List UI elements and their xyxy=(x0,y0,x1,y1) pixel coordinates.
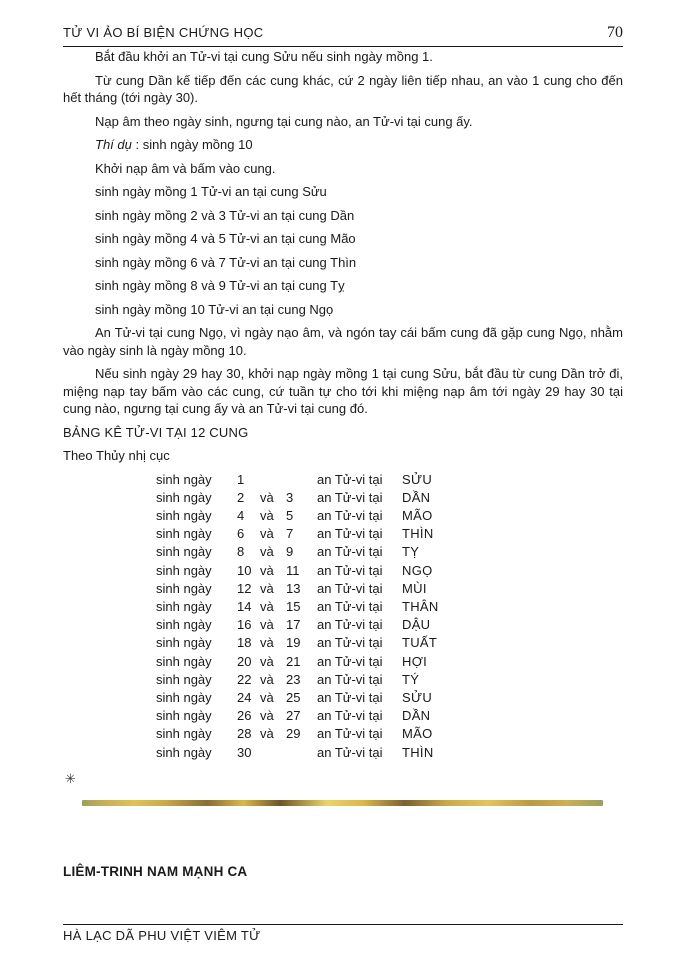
cell-sinh-ngay: sinh ngày xyxy=(156,489,212,505)
footnote-star-icon: ✳ xyxy=(65,770,76,786)
cell-an-tuvi-tai: an Tử-vi tại xyxy=(317,653,383,669)
cell-cung: DẦN xyxy=(402,489,431,505)
cell-day2: 5 xyxy=(286,507,294,523)
cell-conjunction: và xyxy=(260,526,274,542)
cell-sinh-ngay: sinh ngày xyxy=(156,580,212,596)
cell-sinh-ngay: sinh ngày xyxy=(156,598,212,614)
cell-day2 xyxy=(282,744,317,762)
footer-credit: HÀ LẠC DÃ PHU VIỆT VIÊM TỬ xyxy=(63,928,261,943)
cell-day1: 16 xyxy=(237,617,252,633)
example-line: sinh ngày mồng 1 Tử-vi an tại cung Sửu xyxy=(95,184,327,199)
tuvi-12-cung-table xyxy=(156,471,623,762)
table-subtitle: Theo Thủy nhị cục xyxy=(63,448,170,463)
table-title: BẢNG KÊ TỬ-VI TẠI 12 CUNG xyxy=(63,424,249,440)
cell-conjunction: và xyxy=(260,489,274,505)
table-row xyxy=(156,598,623,616)
cell-sinh-ngay: sinh ngày xyxy=(156,471,212,487)
cell-conjunction xyxy=(260,744,282,762)
cell-an-tuvi-tai: an Tử-vi tại xyxy=(317,580,383,596)
table-row xyxy=(156,489,623,507)
paragraph-khoi-nap: Khởi nạp âm và bấm vào cung. xyxy=(95,160,276,176)
table-row xyxy=(156,725,623,743)
cell-conjunction: và xyxy=(260,635,274,651)
cell-an-tuvi-tai: an Tử-vi tại xyxy=(317,708,383,724)
table-row xyxy=(156,634,623,652)
cell-conjunction xyxy=(260,471,282,489)
cell-day2: 7 xyxy=(286,526,294,542)
cell-sinh-ngay: sinh ngày xyxy=(156,544,212,560)
cell-cung: DẬU xyxy=(402,617,431,633)
cell-conjunction: và xyxy=(260,617,274,633)
cell-day1: 22 xyxy=(237,671,252,687)
cell-day1: 6 xyxy=(237,526,245,542)
table-row xyxy=(156,562,623,580)
cell-conjunction: và xyxy=(260,562,274,578)
table-row xyxy=(156,471,623,489)
table-row xyxy=(156,653,623,671)
cell-cung: THÂN xyxy=(402,598,439,614)
example-line: sinh ngày mồng 2 và 3 Tử-vi an tại cung Dần xyxy=(95,207,355,223)
cell-an-tuvi-tai: an Tử-vi tại xyxy=(317,526,383,542)
paragraph-start-rule: Bắt đầu khởi an Tử-vi tại cung Sửu nếu sinh ngày mồng 1. xyxy=(95,49,433,64)
cell-day1: 10 xyxy=(237,562,252,578)
cell-conjunction: và xyxy=(260,671,274,687)
cell-day1: 30 xyxy=(237,744,252,760)
page-footer xyxy=(63,924,623,943)
cell-cung: MÙI xyxy=(402,580,427,596)
cell-sinh-ngay: sinh ngày xyxy=(156,635,212,651)
cell-conjunction: và xyxy=(260,544,274,560)
cell-day1: 18 xyxy=(237,635,252,651)
cell-day1: 4 xyxy=(237,507,245,523)
cell-day1: 24 xyxy=(237,689,252,705)
cell-sinh-ngay: sinh ngày xyxy=(156,726,212,742)
cell-conjunction: và xyxy=(260,580,274,596)
cell-conjunction: và xyxy=(260,689,274,705)
table-row xyxy=(156,744,623,762)
cell-an-tuvi-tai: an Tử-vi tại xyxy=(317,471,383,487)
cell-day1: 14 xyxy=(237,598,252,614)
cell-cung: THÌN xyxy=(402,526,434,542)
cell-cung: NGỌ xyxy=(402,562,433,578)
cell-conjunction: và xyxy=(260,708,274,724)
example-line: sinh ngày mồng 6 và 7 Tử-vi an tại cung Thìn xyxy=(95,254,357,270)
cell-day2: 27 xyxy=(286,708,301,724)
table-row xyxy=(156,507,623,525)
cell-cung: SỬU xyxy=(402,689,433,705)
table-row xyxy=(156,689,623,707)
running-header-title: TỬ VI ẢO BÍ BIỆN CHỨNG HỌC xyxy=(63,25,264,40)
cell-sinh-ngay: sinh ngày xyxy=(156,744,212,760)
cell-day2: 15 xyxy=(286,598,301,614)
cell-day1: 1 xyxy=(237,471,245,487)
cell-an-tuvi-tai: an Tử-vi tại xyxy=(317,671,383,687)
cell-day1: 28 xyxy=(237,726,252,742)
cell-an-tuvi-tai: an Tử-vi tại xyxy=(317,507,383,523)
table-row xyxy=(156,543,623,561)
table-row xyxy=(156,671,623,689)
cell-cung: SỬU xyxy=(402,471,433,487)
table-row xyxy=(156,525,623,543)
cell-day2: 11 xyxy=(286,562,300,578)
cell-day2: 29 xyxy=(286,726,301,742)
cell-day2: 3 xyxy=(286,489,294,505)
cell-an-tuvi-tai: an Tử-vi tại xyxy=(317,726,383,742)
example-line: sinh ngày mồng 10 Tử-vi an tại cung Ngọ xyxy=(95,301,334,317)
cell-sinh-ngay: sinh ngày xyxy=(156,708,212,724)
cell-day2: 17 xyxy=(286,617,301,633)
cell-day2: 25 xyxy=(286,689,301,705)
cell-conjunction: và xyxy=(260,598,274,614)
example-line: sinh ngày mồng 4 và 5 Tử-vi an tại cung Mão xyxy=(95,231,356,246)
cell-day2 xyxy=(282,471,317,489)
cell-conjunction: và xyxy=(260,726,274,742)
example-label-italic: Thí dụ xyxy=(95,137,132,152)
cell-cung: MÃO xyxy=(402,726,433,742)
cell-day2: 9 xyxy=(286,544,294,560)
paragraph-cung-sequence: Từ cung Dần kế tiếp đến các cung khác, cứ 2 ngày liên tiếp nhau, an vào 1 cung cho đến hết tháng (tới ngày 30). xyxy=(63,72,623,105)
page-number: 70 xyxy=(607,24,623,41)
cell-sinh-ngay: sinh ngày xyxy=(156,671,212,687)
cell-sinh-ngay: sinh ngày xyxy=(156,689,212,705)
cell-conjunction: và xyxy=(260,653,274,669)
cell-an-tuvi-tai: an Tử-vi tại xyxy=(317,489,383,505)
cell-sinh-ngay: sinh ngày xyxy=(156,526,212,542)
table-row xyxy=(156,616,623,634)
cell-an-tuvi-tai: an Tử-vi tại xyxy=(317,635,383,651)
cell-an-tuvi-tai: an Tử-vi tại xyxy=(317,689,383,705)
page-body xyxy=(63,48,623,879)
cell-cung: MÃO xyxy=(402,507,433,523)
example-line: sinh ngày mồng 8 và 9 Tử-vi an tại cung Tỵ xyxy=(95,278,345,293)
decorative-gold-divider xyxy=(82,800,603,806)
cell-day2: 23 xyxy=(286,671,301,687)
cell-cung: THÌN xyxy=(402,744,434,760)
paragraph-day-29-30: Nếu sinh ngày 29 hay 30, khởi nạp ngày mồng 1 tại cung Sửu, bắt đầu từ cung Dần trở đi, miệng nạp tay bấm vào các cung, cứ tuần tự cho tới khi miệng nạp âm tới ngày 29 hay 30 tại cung nào, ngưng tại cung ấy và an Tử-vi tại cung đó. xyxy=(63,366,623,416)
cell-day2: 21 xyxy=(286,653,301,669)
cell-sinh-ngay: sinh ngày xyxy=(156,653,212,669)
cell-cung: TÝ xyxy=(402,671,420,687)
cell-cung: DẦN xyxy=(402,708,431,724)
cell-sinh-ngay: sinh ngày xyxy=(156,507,212,523)
cell-an-tuvi-tai: an Tử-vi tại xyxy=(317,544,383,560)
cell-day1: 12 xyxy=(237,580,252,596)
cell-an-tuvi-tai: an Tử-vi tại xyxy=(317,744,383,760)
cell-sinh-ngay: sinh ngày xyxy=(156,562,212,578)
cell-day1: 2 xyxy=(237,489,245,505)
cell-day2: 19 xyxy=(286,635,301,651)
cell-an-tuvi-tai: an Tử-vi tại xyxy=(317,562,383,578)
cell-cung: TUẤT xyxy=(402,635,438,651)
cell-cung: HỢI xyxy=(402,653,428,669)
cell-sinh-ngay: sinh ngày xyxy=(156,617,212,633)
cell-day1: 8 xyxy=(237,544,245,560)
paragraph-ngo-explanation: An Tử-vi tại cung Ngọ, vì ngày nạo âm, và ngón tay cái bấm cung đã gặp cung Ngọ, nhằm vào ngày sinh là ngày mồng 10. xyxy=(63,325,623,358)
paragraph-nap-am: Nạp âm theo ngày sinh, ngưng tại cung nào, an Tử-vi tại cung ấy. xyxy=(95,113,473,129)
table-row xyxy=(156,707,623,725)
cell-day2: 13 xyxy=(286,580,301,596)
section-heading-liem-trinh: LIÊM-TRINH NAM MẠNH CA xyxy=(63,863,248,879)
cell-day1: 26 xyxy=(237,708,252,724)
paragraph-example-intro xyxy=(63,136,623,154)
cell-day1: 20 xyxy=(237,653,252,669)
running-header xyxy=(63,24,623,47)
cell-an-tuvi-tai: an Tử-vi tại xyxy=(317,598,383,614)
example-label-rest: : sinh ngày mồng 10 xyxy=(131,137,253,152)
cell-an-tuvi-tai: an Tử-vi tại xyxy=(317,617,383,633)
cell-cung: TỴ xyxy=(402,544,420,560)
cell-conjunction: và xyxy=(260,507,274,523)
table-row xyxy=(156,580,623,598)
